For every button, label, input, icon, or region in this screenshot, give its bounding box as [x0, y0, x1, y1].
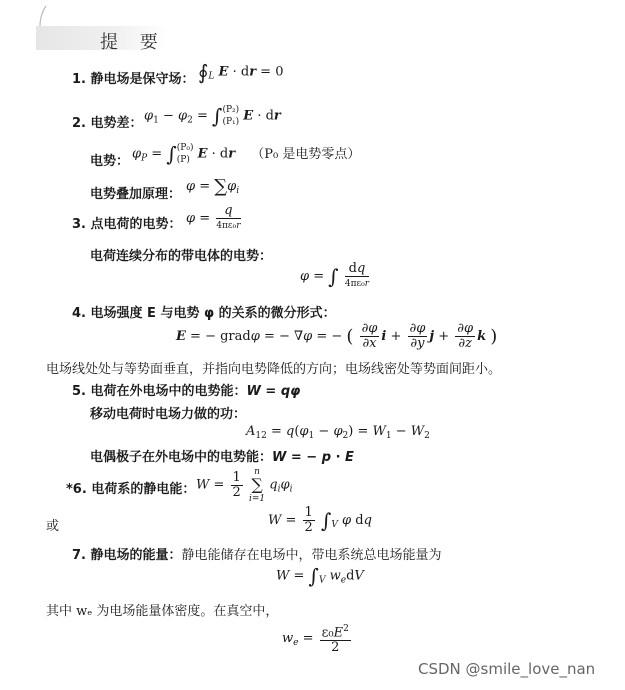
item-2-label: 电势差：: [90, 116, 143, 131]
energy-density-paragraph: 其中 wₑ 为电场能量体密度。在真空中，: [46, 604, 279, 619]
item-7: [72, 544, 442, 563]
item-1-number: 1.: [72, 72, 86, 87]
formula-continuous-energy: W = $\frac{1}{2}$ $\int_V$ φ dq: [268, 505, 372, 535]
item-7-number: 7.: [72, 548, 86, 563]
item-6-label: 电荷系的静电能：: [91, 482, 196, 497]
item-3-label: 点电荷的电势：: [90, 217, 182, 232]
item-2: [72, 112, 143, 131]
item-7-label: 静电场的能量：: [90, 548, 182, 563]
dipole-item: 电偶极子在外电场中的电势能：W = − p · E: [90, 450, 354, 465]
item-6-number: *6.: [66, 482, 87, 497]
formula-potential: $\varphi_P = \int(P_0)$ (P) E · dr （P₀ 是电势零点）: [132, 142, 361, 166]
formula-field-energy: $W = \int_V$ $w_edV$: [276, 564, 364, 588]
csdn-watermark: CSDN @smile_love_nan: [418, 660, 596, 678]
item-5: 5. 电荷在外电场中的电势能：W = qφ: [72, 384, 301, 399]
section-heading: 提 要: [100, 32, 166, 53]
item-4-label: 电场强度 E 与电势 φ 的关系的微分形式：: [90, 306, 336, 321]
item-6: [66, 478, 195, 497]
item-1-label: 静电场是保守场：: [90, 72, 195, 87]
formula-superposition: $\varphi = \sum\varphi_i$: [186, 176, 240, 197]
superposition-label: 电势叠加原理：: [90, 187, 182, 202]
formula-point-charge: φ = $\frac{q}{\text{4πε₀r}}$: [186, 203, 241, 231]
formula-system-energy: W = $\frac{1}{2}$ n ∑ i=1 $q_i\varphi_i$: [196, 467, 293, 504]
item-5-label: 电荷在外电场中的电势能：: [90, 384, 247, 399]
potential-label: 电势：: [90, 154, 130, 169]
item-3-number: 3.: [72, 217, 86, 232]
formula-conservative-field: $∮_L$ E · dr = 0: [198, 60, 284, 84]
item-5-number: 5.: [72, 384, 86, 399]
formula-potential-difference: $\varphi_1 - \varphi_2 = \int(P_2)$ (P₁) E · dr: [144, 104, 281, 128]
field-lines-paragraph: 电场线处处与等势面垂直，并指向电势降低的方向；电场线密处等势面间距小。: [46, 362, 502, 377]
formula-work: $A_{12} = q(\varphi_1 - \varphi_2) = W_1 - W_2$: [246, 424, 430, 441]
grad-word: grad: [220, 329, 251, 344]
potential-zero-note: （P₀ 是电势零点）: [251, 146, 361, 162]
formula-gradient: E = − gradφ = − ∇φ = − ( $\frac{\partial\varphi}{\partial x}$ i + $\frac{\partial\varphi}{\partial y}$ j + $\frac{\partial\varphi}{\partial z}$ k ): [176, 321, 498, 351]
item-2-number: 2.: [72, 116, 86, 131]
item-7-text: 静电能储存在电场中，带电系统总电场能量为: [181, 548, 442, 563]
item-4-number: 4.: [72, 306, 86, 321]
or-word: 或: [46, 519, 60, 534]
item-1: [72, 68, 195, 87]
formula-continuous: φ = ∫ $\frac{dq}{\text{4πε₀r}}$: [300, 261, 370, 289]
dipole-label: 电偶极子在外电场中的电势能：: [90, 450, 273, 465]
formula-energy-density: $w_e$ = $\frac{\varepsilon_0E^2}{2}$: [282, 624, 349, 656]
continuous-label: 电荷连续分布的带电体的电势：: [90, 249, 273, 264]
work-label: 移动电荷时电场力做的功：: [90, 407, 247, 422]
item-3: [72, 213, 182, 232]
item-4: [72, 302, 336, 321]
